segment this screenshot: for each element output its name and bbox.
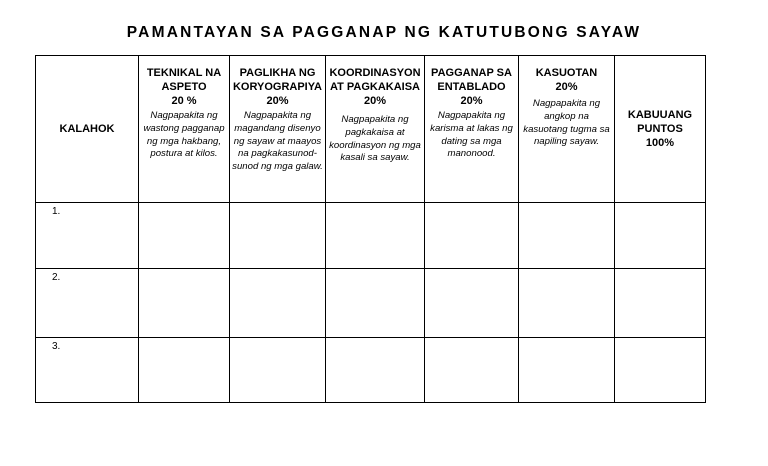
score-cell[interactable] (519, 338, 615, 403)
header-criterion-koryograpiya (230, 56, 326, 203)
criterion-name: TEKNIKAL NA ASPETO (146, 67, 222, 93)
criterion-description: Nagpapakita ng karisma at lakas ng dating sa mga manonood. (430, 110, 513, 160)
criterion-name: KOORDINASYON AT PAGKAKAISA (329, 67, 421, 93)
score-cell[interactable] (230, 338, 326, 403)
criterion-name: PAGLIKHA NG KORYOGRAPIYA (232, 67, 323, 93)
score-cell[interactable] (139, 338, 230, 403)
criterion-percent: 20% (555, 81, 578, 93)
score-cell[interactable] (230, 269, 326, 338)
table-row (36, 338, 706, 403)
row-number-cell (36, 269, 139, 338)
total-cell[interactable] (615, 269, 706, 338)
total-cell[interactable] (615, 203, 706, 269)
header-kalahok (36, 56, 139, 203)
score-cell[interactable] (326, 269, 425, 338)
header-total (615, 56, 706, 203)
header-row (36, 56, 706, 203)
criterion-percent: 20% (266, 95, 289, 107)
score-cell[interactable] (519, 269, 615, 338)
criterion-description: Nagpapakita ng pagkakaisa at koordinasyon ng mga kasali sa sayaw. (329, 114, 421, 164)
score-cell[interactable] (230, 203, 326, 269)
header-kalahok-label: KALAHOK (59, 123, 115, 135)
score-cell[interactable] (139, 269, 230, 338)
row-number: 3. (52, 341, 61, 352)
criterion-description: Nagpapakita ng angkop na kasuotang tugma sa napiling sayaw. (523, 98, 610, 148)
criterion-name: KASUOTAN (535, 67, 598, 79)
header-criterion-kasuotan (519, 56, 615, 203)
header-criterion-entablado (425, 56, 519, 203)
score-cell[interactable] (425, 203, 519, 269)
criterion-percent: 20% (460, 95, 483, 107)
criterion-name: PAGGANAP SA ENTABLADO (431, 67, 512, 93)
total-percent: 100% (645, 137, 675, 149)
table-row (36, 203, 706, 269)
table-row (36, 269, 706, 338)
total-name: KABUUANG PUNTOS (627, 109, 693, 135)
header-criterion-teknikal (139, 56, 230, 203)
score-cell[interactable] (519, 203, 615, 269)
rubric-table (35, 55, 706, 403)
score-cell[interactable] (139, 203, 230, 269)
score-cell[interactable] (425, 338, 519, 403)
score-cell[interactable] (425, 269, 519, 338)
page-title: PAMANTAYAN SA PAGGANAP NG KATUTUBONG SAYAW (126, 24, 642, 41)
criterion-description: Nagpapakita ng wastong pagganap ng mga hakbang, postura at kilos. (143, 110, 225, 160)
row-number-cell (36, 338, 139, 403)
score-cell[interactable] (326, 203, 425, 269)
criterion-percent: 20 % (171, 95, 197, 107)
criterion-percent: 20% (363, 95, 387, 107)
header-criterion-koordinasyon (326, 56, 425, 203)
row-number: 2. (52, 272, 61, 283)
score-cell[interactable] (326, 338, 425, 403)
total-cell[interactable] (615, 338, 706, 403)
row-number-cell (36, 203, 139, 269)
criterion-description: Nagpapakita ng magandang disenyo ng sayaw at maayos na pagkakasunod-sunod ng mga galaw. (232, 110, 323, 173)
row-number: 1. (52, 206, 61, 217)
